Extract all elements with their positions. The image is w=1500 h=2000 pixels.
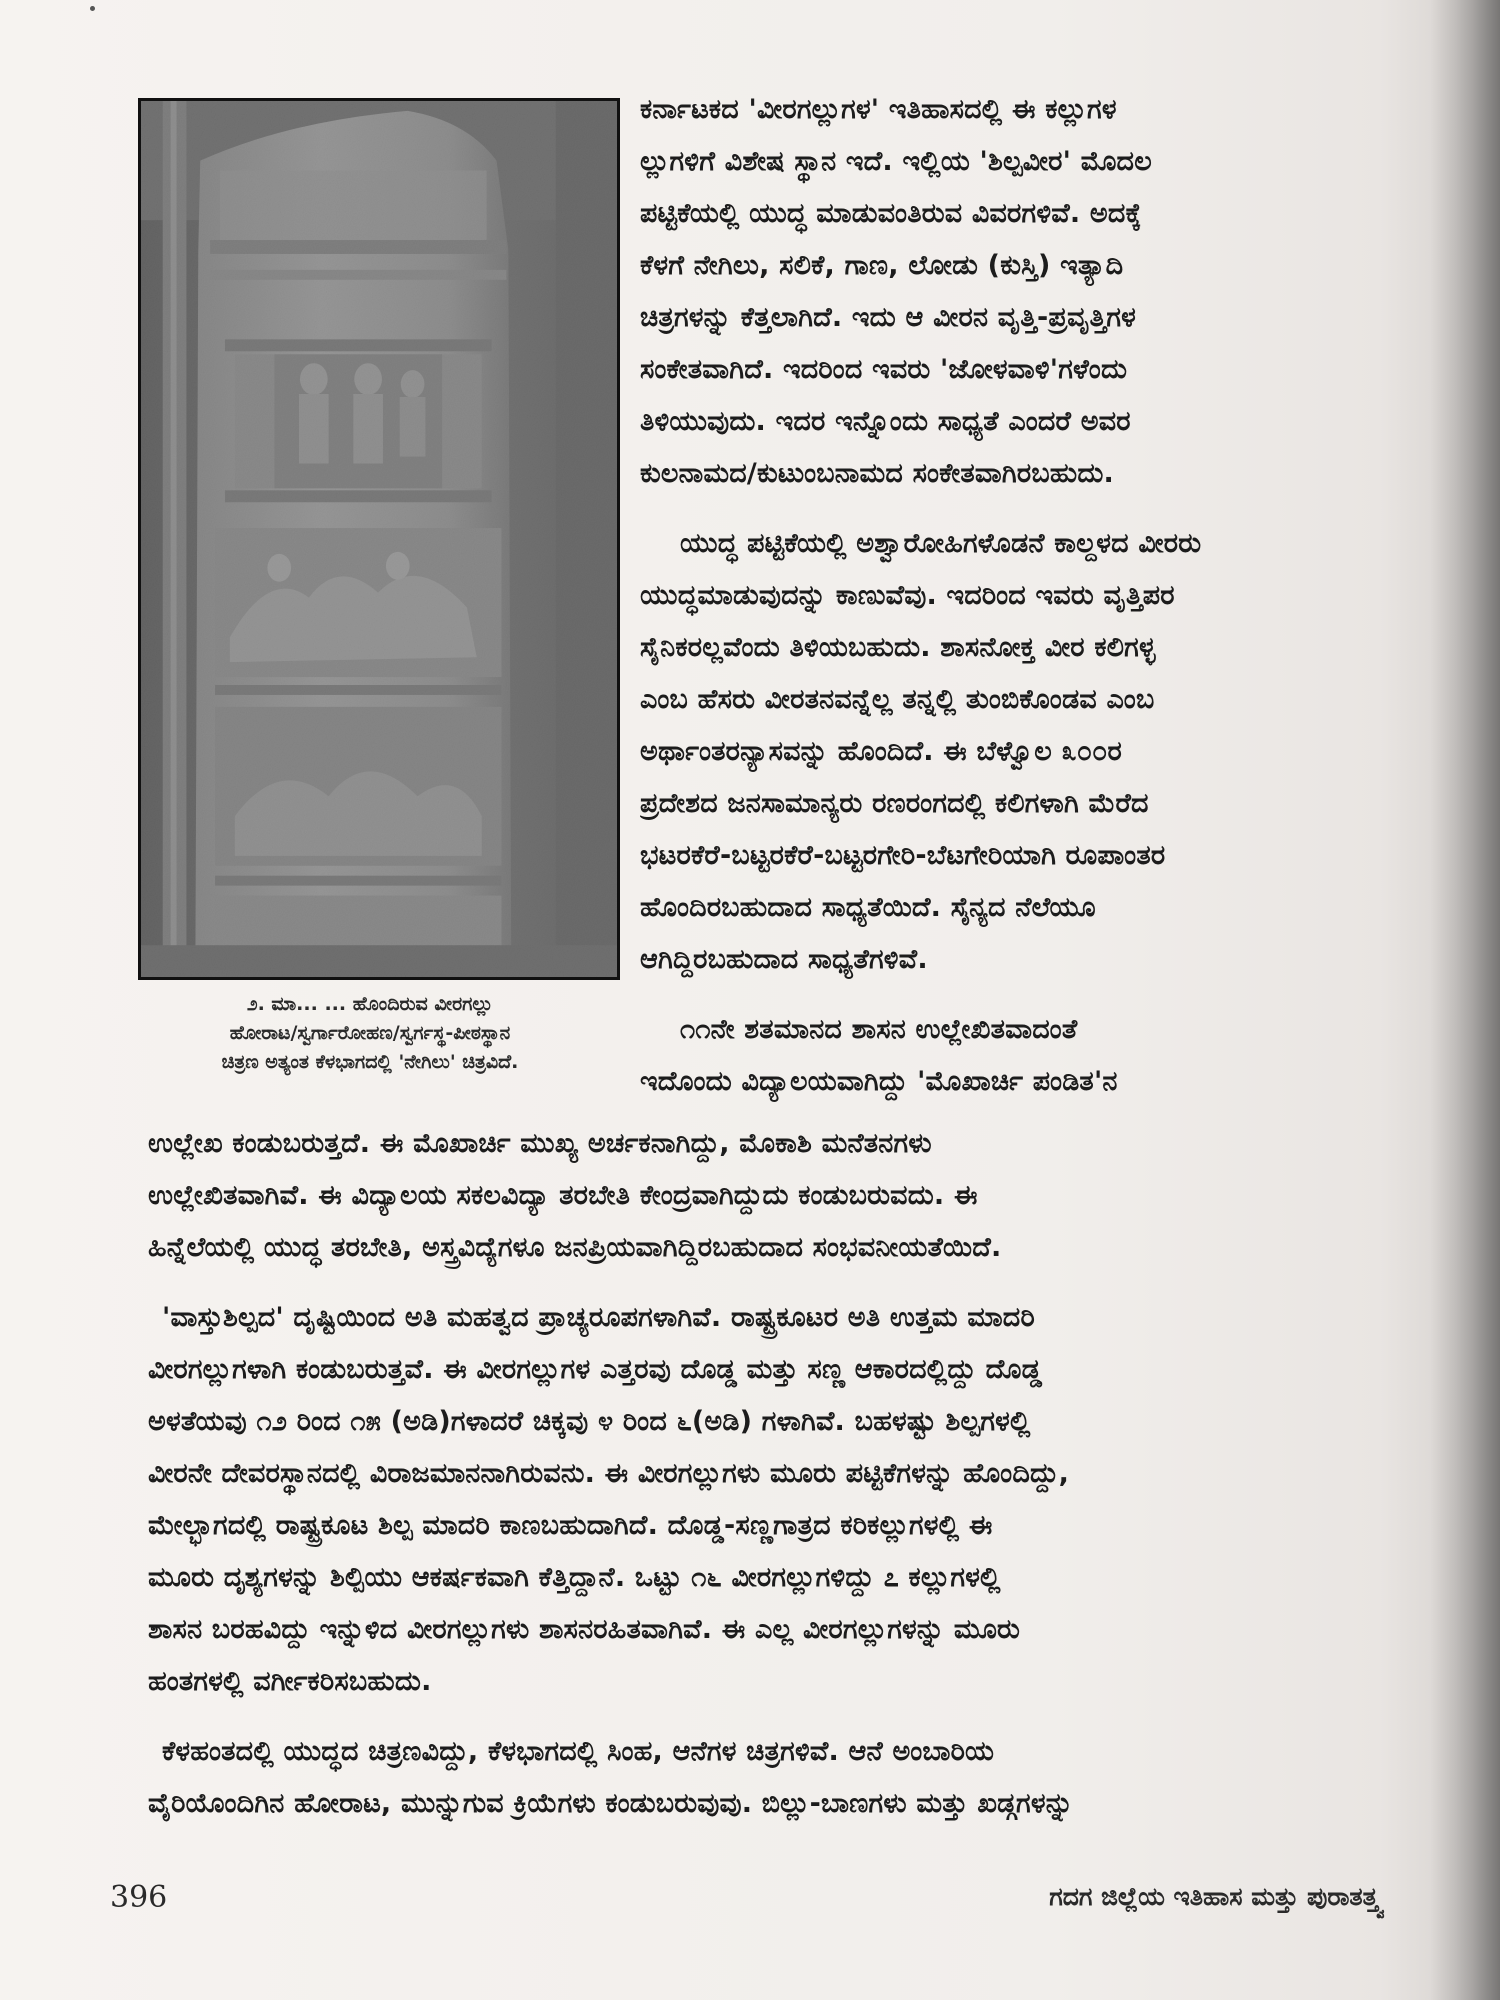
text-line: ಯುದ್ಧ ಪಟ್ಟಿಕೆಯಲ್ಲಿ ಅಶ್ವಾರೋಹಿಗಳೊಡನೆ ಕಾಲ್ದಳದ ವೀರರು	[680, 528, 1202, 559]
text-line: ೧೧ನೇ ಶತಮಾನದ ಶಾಸನ ಉಲ್ಲೇಖಿತವಾದಂತೆ	[680, 1014, 1078, 1045]
speck-dot	[90, 6, 95, 11]
text-line: ಕೆಳಹಂತದಲ್ಲಿ ಯುದ್ಧದ ಚಿತ್ರಣವಿದ್ದು, ಕೆಳಭಾಗದಲ್ಲಿ ಸಿಂಹ, ಆನೆಗಳ ಚಿತ್ರಗಳಿವೆ. ಆನೆ ಅಂಬಾರಿಯ	[162, 1736, 995, 1767]
text-line: 'ವಾಸ್ತುಶಿಲ್ಪದ' ದೃಷ್ಟಿಯಿಂದ ಅತಿ ಮಹತ್ವದ ಪ್ರಾಚ್ಯರೂಪಗಳಾಗಿವೆ. ರಾಷ್ಟ್ರಕೂಟರ ಅತಿ ಉತ್ತಮ ಮಾದರಿ	[162, 1302, 1035, 1333]
text-line: ಸಂಕೇತವಾಗಿದೆ. ಇದರಿಂದ ಇವರು 'ಜೋಳವಾಳಿ'ಗಳೆಂದು	[640, 354, 1128, 385]
text-line: ಕೆಳಗೆ ನೇಗಿಲು, ಸಲಿಕೆ, ಗಾಣ, ಲೋಡು (ಕುಸ್ತಿ) ಇತ್ಯಾದಿ	[640, 250, 1124, 281]
text-line: ಚಿತ್ರಗಳನ್ನು ಕೆತ್ತಲಾಗಿದೆ. ಇದು ಆ ವೀರನ ವೃತ್ತಿ-ಪ್ರವೃತ್ತಿಗಳ	[640, 302, 1137, 333]
text-line: ಪಟ್ಟಿಕೆಯಲ್ಲಿ ಯುದ್ಧ ಮಾಡುವಂತಿರುವ ವಿವರಗಳಿವೆ. ಅದಕ್ಕೆ	[640, 198, 1142, 229]
text-line: ವೀರಗಲ್ಲುಗಳಾಗಿ ಕಂಡುಬರುತ್ತವೆ. ಈ ವೀರಗಲ್ಲುಗಳ ಎತ್ತರವು ದೊಡ್ಡ ಮತ್ತು ಸಣ್ಣ ಆಕಾರದಲ್ಲಿದ್ದು ದೊಡ್ಡ	[148, 1354, 1043, 1385]
hero-stone-photo	[138, 98, 620, 980]
text-line: ಎಂಬ ಹೆಸರು ವೀರತನವನ್ನೆಲ್ಲ ತನ್ನಲ್ಲಿ ತುಂಬಿಕೊಂಡವ ಎಂಬ	[640, 684, 1155, 715]
text-line: ಅಳತೆಯವು ೧೨ ರಿಂದ ೧೫ (ಅಡಿ)ಗಳಾದರೆ ಚಿಕ್ಕವು ೪ ರಿಂದ ೬(ಅಡಿ) ಗಳಾಗಿವೆ. ಬಹಳಷ್ಟು ಶಿಲ್ಪಗಳಲ್ಲಿ	[148, 1406, 1031, 1437]
text-line: ಮೂರು ದೃಶ್ಯಗಳನ್ನು ಶಿಲ್ಪಿಯು ಆಕರ್ಷಕವಾಗಿ ಕೆತ್ತಿದ್ದಾನೆ. ಒಟ್ಟು ೧೬ ವೀರಗಲ್ಲುಗಳಿದ್ದು ೭ ಕಲ್ಲುಗಳಲ್ಲಿ	[148, 1562, 1001, 1593]
text-line: ಕರ್ನಾಟಕದ 'ವೀರಗಲ್ಲುಗಳ' ಇತಿಹಾಸದಲ್ಲಿ ಈ ಕಲ್ಲುಗಳ	[640, 94, 1117, 125]
running-footer-title: ಗದಗ ಜಿಲ್ಲೆಯ ಇತಿಹಾಸ ಮತ್ತು ಪುರಾತತ್ತ್ವ	[1049, 1882, 1382, 1911]
text-line: ಮೇಲ್ಭಾಗದಲ್ಲಿ ರಾಷ್ಟ್ರಕೂಟ ಶಿಲ್ಪ ಮಾದರಿ ಕಾಣಬಹುದಾಗಿದೆ. ದೊಡ್ಡ-ಸಣ್ಣಗಾತ್ರದ ಕರಿಕಲ್ಲುಗಳಲ್ಲಿ ಈ	[148, 1510, 993, 1541]
page-spine-shadow	[1430, 0, 1500, 2000]
text-line: ಹಂತಗಳಲ್ಲಿ ವರ್ಗೀಕರಿಸಬಹುದು.	[148, 1666, 432, 1697]
text-line: ಹೊಂದಿರಬಹುದಾದ ಸಾಧ್ಯತೆಯಿದೆ. ಸೈನ್ಯದ ನೆಲೆಯೂ	[640, 892, 1096, 923]
text-line: ಹಿನ್ನೆಲೆಯಲ್ಲಿ ಯುದ್ಧ ತರಬೇತಿ, ಅಸ್ತ್ರವಿದ್ಯೆಗಳೂ ಜನಪ್ರಿಯವಾಗಿದ್ದಿರಬಹುದಾದ ಸಂಭವನೀಯತೆಯಿದೆ.	[148, 1232, 1002, 1263]
text-line: ವೈರಿಯೊಂದಿಗಿನ ಹೋರಾಟ, ಮುನ್ನುಗುವ ಕ್ರಿಯೆಗಳು ಕಂಡುಬರುವುವು. ಬಿಲ್ಲು-ಬಾಣಗಳು ಮತ್ತು ಖಡ್ಗಗಳನ್ನು	[148, 1788, 1074, 1819]
text-line: ಪ್ರದೇಶದ ಜನಸಾಮಾನ್ಯರು ರಣರಂಗದಲ್ಲಿ ಕಲಿಗಳಾಗಿ ಮೆರೆದ	[640, 788, 1149, 819]
text-line: ತಿಳಿಯುವುದು. ಇದರ ಇನ್ನೊಂದು ಸಾಧ್ಯತೆ ಎಂದರೆ ಅವರ	[640, 406, 1131, 437]
text-line: ಅರ್ಥಾಂತರನ್ಯಾಸವನ್ನು ಹೊಂದಿದೆ. ಈ ಬೆಳ್ವೊಲ ೩೦೦ರ	[640, 736, 1122, 767]
caption-line: ಚಿತ್ರಣ ಅತ್ಯಂತ ಕೆಳಭಾಗದಲ್ಲಿ 'ನೇಗಿಲು' ಚಿತ್ರವಿದೆ.	[221, 1051, 519, 1073]
figure-caption	[110, 990, 630, 1077]
text-line: ಉಲ್ಲೇಖ ಕಂಡುಬರುತ್ತದೆ. ಈ ಮೊಖಾರ್ಚಿ ಮುಖ್ಯ ಅರ್ಚಕನಾಗಿದ್ದು, ಮೊಕಾಶಿ ಮನೆತನಗಳು	[148, 1128, 932, 1159]
text-line: ವೀರನೇ ದೇವರಸ್ಥಾನದಲ್ಲಿ ವಿರಾಜಮಾನನಾಗಿರುವನು. ಈ ವೀರಗಲ್ಲುಗಳು ಮೂರು ಪಟ್ಟಿಕೆಗಳನ್ನು ಹೊಂದಿದ್ದು,	[148, 1458, 1070, 1489]
text-line: ಲ್ಲುಗಳಿಗೆ ವಿಶೇಷ ಸ್ಥಾನ ಇದೆ. ಇಲ್ಲಿಯ 'ಶಿಲ್ಪವೀರ' ಮೊದಲ	[640, 146, 1152, 177]
text-line: ಸೈನಿಕರಲ್ಲವೆಂದು ತಿಳಿಯಬಹುದು. ಶಾಸನೋಕ್ತ ವೀರ ಕಲಿಗಳ್ಳ	[640, 632, 1156, 663]
hero-stone-illustration	[141, 101, 617, 977]
text-line: ಇದೊಂದು ವಿದ್ಯಾಲಯವಾಗಿದ್ದು 'ಮೊಖಾರ್ಚಿ ಪಂಡಿತ'ನ	[640, 1066, 1118, 1097]
text-line: ಯುದ್ಧಮಾಡುವುದನ್ನು ಕಾಣುವೆವು. ಇದರಿಂದ ಇವರು ವೃತ್ತಿಪರ	[640, 580, 1175, 611]
caption-line: ೨. ಮಾ... ... ಹೊಂದಿರುವ ವೀರಗಲ್ಲು	[246, 993, 494, 1015]
page-number: 396	[110, 1880, 168, 1915]
text-line: ಶಾಸನ ಬರಹವಿದ್ದು ಇನ್ನುಳಿದ ವೀರಗಲ್ಲುಗಳು ಶಾಸನರಹಿತವಾಗಿವೆ. ಈ ಎಲ್ಲ ವೀರಗಲ್ಲುಗಳನ್ನು ಮೂರು	[148, 1614, 1021, 1645]
text-line: ಆಗಿದ್ದಿರಬಹುದಾದ ಸಾಧ್ಯತೆಗಳಿವೆ.	[640, 944, 928, 975]
right-column-text	[640, 84, 1390, 1108]
text-line: ಉಲ್ಲೇಖಿತವಾಗಿವೆ. ಈ ವಿದ್ಯಾಲಯ ಸಕಲವಿದ್ಯಾ ತರಬೇತಿ ಕೇಂದ್ರವಾಗಿದ್ದುದು ಕಂಡುಬರುವದು. ಈ	[148, 1180, 978, 1211]
caption-line: ಹೋರಾಟ/ಸ್ವರ್ಗಾರೋಹಣ/ಸ್ವರ್ಗಸ್ಥ-ಪೀಠಸ್ಥಾನ	[229, 1022, 511, 1044]
text-line: ಕುಲನಾಮದ/ಕುಟುಂಬನಾಮದ ಸಂಕೇತವಾಗಿರಬಹುದು.	[640, 458, 1115, 489]
full-width-text	[148, 1118, 1393, 1830]
text-line: ಭಟರಕೆರೆ-ಬಟ್ಟರಕೆರೆ-ಬಟ್ಟರಗೇರಿ-ಬೆಟಗೇರಿಯಾಗಿ ರೂಪಾಂತರ	[640, 840, 1166, 871]
